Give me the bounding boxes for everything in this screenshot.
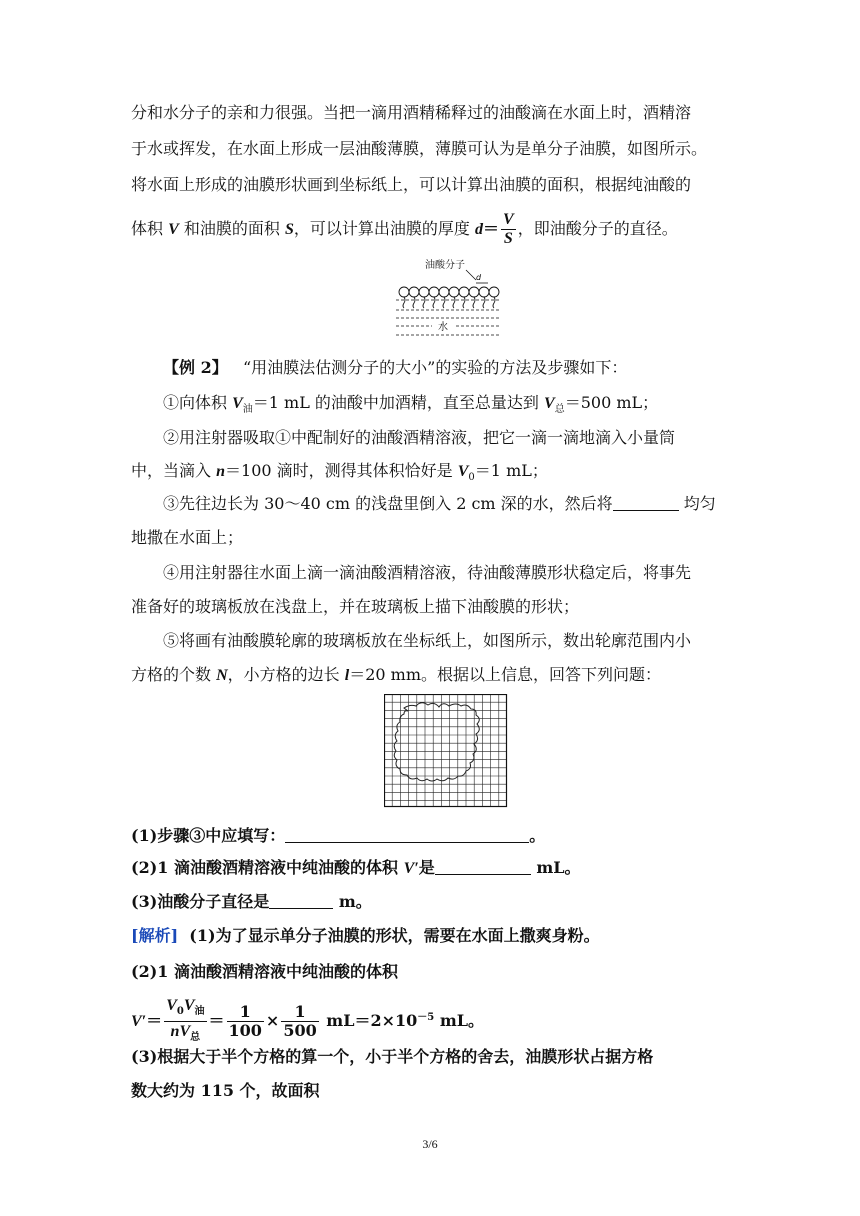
- step-1: ①向体积 $V_油=1$ mL 的油酸中加酒精，直至总量达到 $V_总=500$ mL；: [163, 393, 659, 416]
- step-5-cont: 方格的个数 N，小方格的边长 l＝20 mm。根据以上信息，回答下列问题：: [131, 665, 662, 684]
- step-4-cont: 准备好的玻璃板放在浅盘上，并在玻璃板上描下油酸膜的形状；: [131, 597, 580, 616]
- intro-line-1: 分和水分子的亲和力很强。当把一滴用酒精稀释过的油酸滴在水面上时，酒精溶: [131, 103, 692, 122]
- question-2-blank[interactable]: [435, 858, 531, 875]
- grid-film-diagram: [384, 694, 508, 808]
- step-3-blank[interactable]: [613, 494, 679, 511]
- step-3: ③先往边长为 30～40 cm 的浅盘里倒入 2 cm 深的水，然后将 均匀: [163, 494, 716, 513]
- d-label: d: [476, 273, 482, 282]
- fraction-1-500: $\frac{1}{500}$: [283, 1002, 317, 1041]
- oil-film-diagram: [392, 256, 504, 340]
- solution-line-1: [解析] (1)为了显示单分子油膜的形状，需要在水面上撒爽身粉。: [131, 926, 600, 945]
- step-2: ②用注射器吸取①中配制好的油酸酒精溶液，把它一滴一滴地滴入小量筒: [163, 428, 676, 447]
- intro-line-2: 于水或挥发，在水面上形成一层油酸薄膜，薄膜可认为是单分子油膜，如图所示。: [131, 139, 708, 158]
- step-2-cont: 中，当滴入 n＝100 滴时，测得其体积恰好是 $V_0=1$ mL；: [131, 461, 548, 484]
- question-3: (3)油酸分子直径是 m。: [131, 892, 372, 911]
- example-tag: 【例 2】: [163, 358, 228, 377]
- intro-line-4: 体积 V 和油膜的面积 S，可以计算出油膜的厚度 d＝ $\frac{V}{S}$ ，即油酸分子的直径。: [131, 211, 678, 247]
- example-title-line: 【例 2】 “用油膜法估测分子的大小”的实验的方法及步骤如下：: [163, 358, 628, 377]
- question-1: (1)步骤③中应填写： 。: [131, 826, 546, 845]
- intro-line-3: 将水面上形成的油膜形状画到坐标纸上，可以计算出油膜的面积，根据纯油酸的: [131, 175, 692, 194]
- solution-line-3: (3)根据大于半个方格的算一个，小于半个方格的舍去，油膜形状占据方格: [131, 1047, 654, 1066]
- question-2: (2)1 滴油酸酒精溶液中纯油酸的体积 V′是 mL。: [131, 858, 581, 877]
- solution-equation: V′＝ $\frac{V_0V_油}{nV_总}$ ＝ $\frac{1}{100}$ × $\frac{1}{500}$ $mL=2\times 10^{-5}$ mL。: [131, 996, 484, 1047]
- step-5: ⑤将画有油酸膜轮廓的玻璃板放在坐标纸上，如图所示，数出轮廓范围内小: [163, 631, 692, 650]
- solution-line-4: 数大约为 115 个，故面积: [131, 1081, 320, 1100]
- water-label: 水: [438, 322, 448, 333]
- solution-tag: [解析]: [131, 926, 179, 945]
- solution-line-2: (2)1 滴油酸酒精溶液中纯油酸的体积: [131, 962, 398, 981]
- fraction-1-100: $\frac{1}{100}$: [228, 1002, 262, 1041]
- step-3-cont: 地撒在水面上；: [131, 528, 244, 547]
- molecule-label: 油酸分子: [425, 260, 465, 271]
- question-1-blank[interactable]: [285, 826, 529, 843]
- thickness-fraction: $\frac{V}{S}$: [503, 211, 514, 247]
- fraction-v0v: $\frac{V_0V_油}{nV_总}$: [166, 997, 205, 1044]
- page-number: 3/6: [422, 1137, 438, 1151]
- step-4: ④用注射器往水面上滴一滴油酸酒精溶液，待油酸薄膜形状稳定后，将事先: [163, 563, 692, 582]
- question-3-blank[interactable]: [269, 892, 333, 909]
